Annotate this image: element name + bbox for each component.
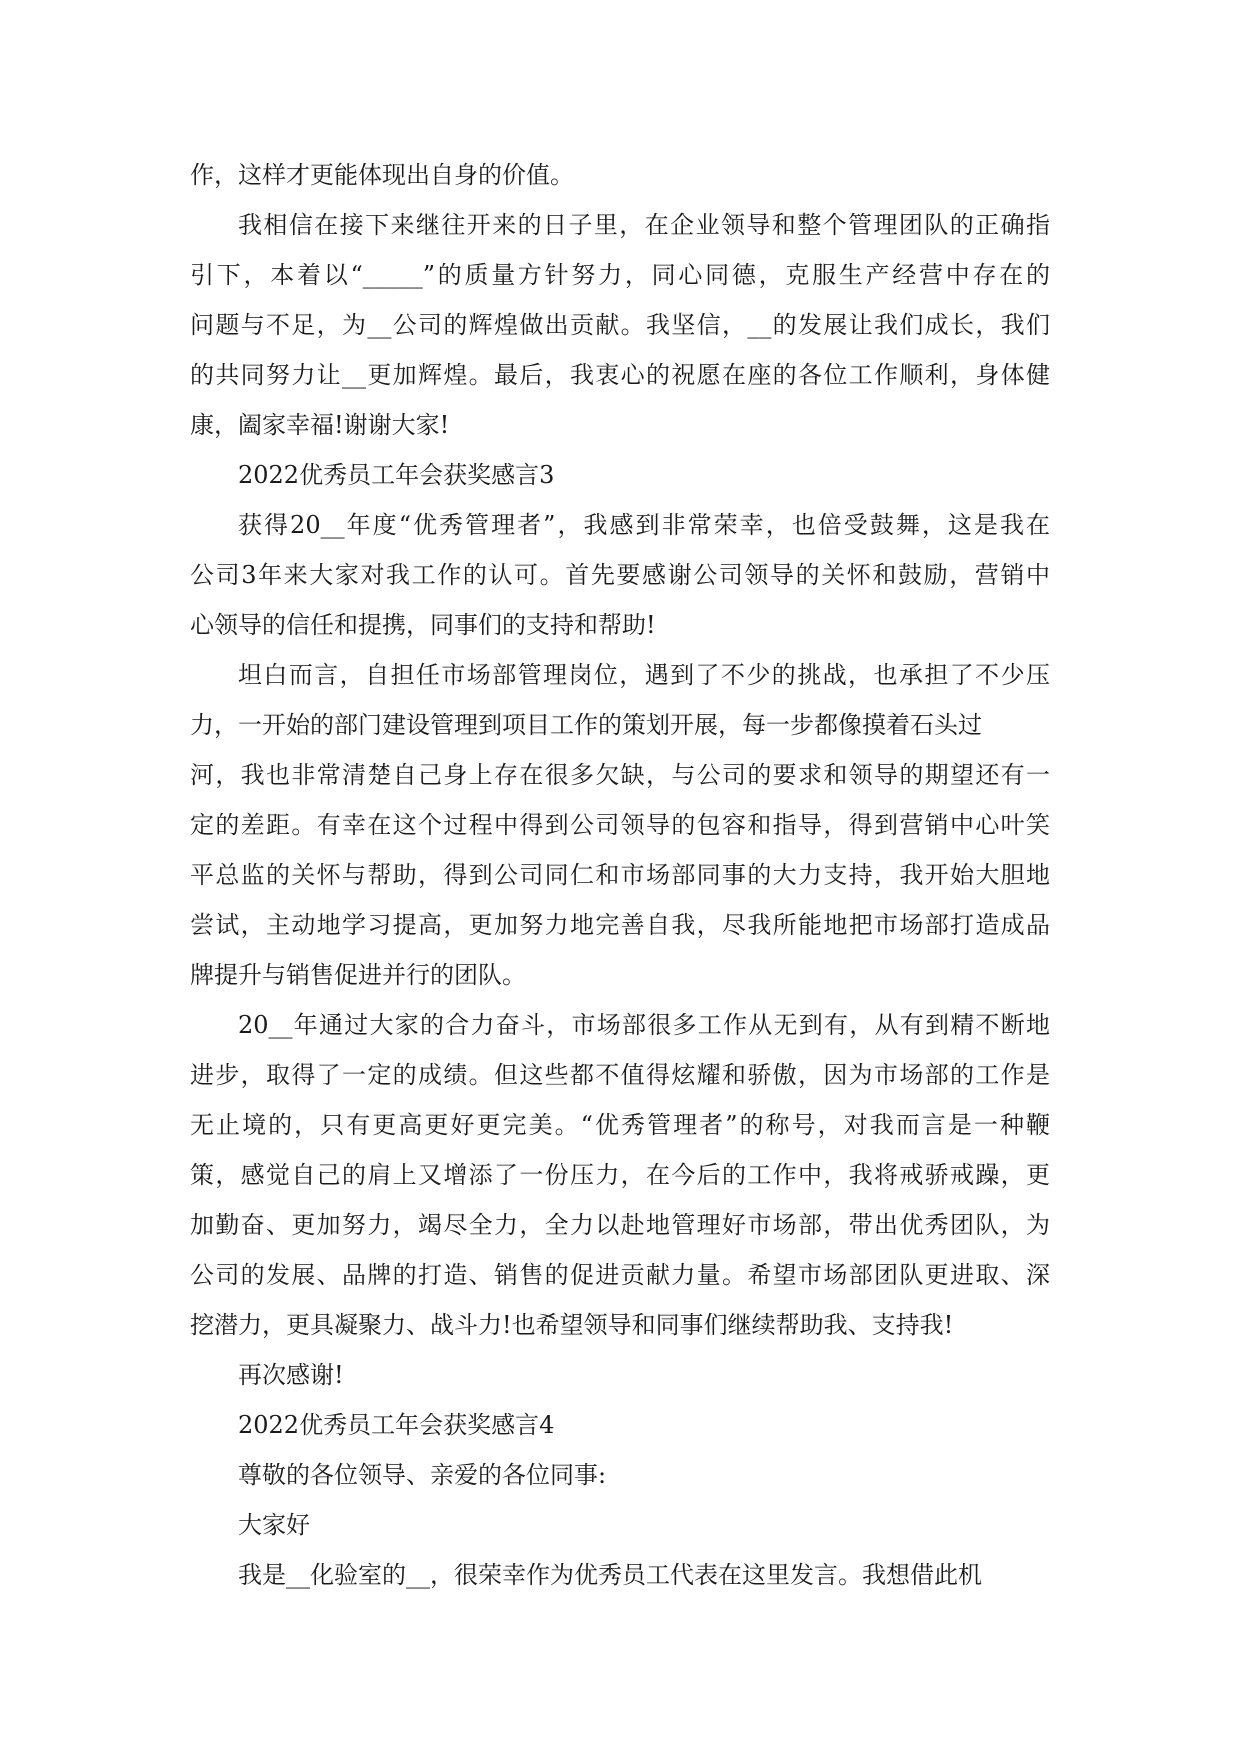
text-line: 我是__化验室的__，很荣幸作为优秀员工代表在这里发言。我想借此机 xyxy=(238,1561,982,1589)
text-line: 力，一开始的部门建设管理到项目工作的策划开展，每一步都像摸着石头过 xyxy=(190,711,982,739)
text-line: 尝试，主动地学习提高，更加努力地完善自我，尽我所能地把市场部打造成品 xyxy=(190,911,1050,939)
text-line: 定的差距。有幸在这个过程中得到公司领导的包容和指导，得到营销中心叶笑 xyxy=(190,811,1050,839)
text-line: 康，阖家幸福!谢谢大家! xyxy=(190,411,450,439)
text-line: 我相信在接下来继往开来的日子里，在企业领导和整个管理团队的正确指 xyxy=(238,211,1050,239)
text-line: 公司3年来大家对我工作的认可。首先要感谢公司领导的关怀和鼓励，营销中 xyxy=(190,561,1050,589)
text-line: 2022优秀员工年会获奖感言3 xyxy=(238,461,555,489)
text-line: 坦白而言，自担任市场部管理岗位，遇到了不少的挑战，也承担了不少压 xyxy=(238,661,1050,689)
text-line: 获得20__年度“优秀管理者”，我感到非常荣幸，也倍受鼓舞，这是我在 xyxy=(238,511,1050,539)
text-line: 再次感谢! xyxy=(238,1361,344,1389)
text-line: 的共同努力让__更加辉煌。最后，我衷心的祝愿在座的各位工作顺利，身体健 xyxy=(190,361,1050,389)
text-line: 公司的发展、品牌的打造、销售的促进贡献力量。希望市场部团队更进取、深 xyxy=(190,1261,1050,1289)
text-line: 平总监的关怀与帮助，得到公司同仁和市场部同事的大力支持，我开始大胆地 xyxy=(190,861,1050,889)
text-line: 无止境的，只有更高更好更完美。“优秀管理者”的称号，对我而言是一种鞭 xyxy=(190,1111,1050,1139)
text-line: 牌提升与销售促进并行的团队。 xyxy=(190,961,526,989)
text-line: 加勤奋、更加努力，竭尽全力，全力以赴地管理好市场部，带出优秀团队，为 xyxy=(190,1211,1050,1239)
text-line: 进步，取得了一定的成绩。但这些都不值得炫耀和骄傲，因为市场部的工作是 xyxy=(190,1061,1050,1089)
document-body xyxy=(190,150,1050,1600)
text-line: 策，感觉自己的肩上又增添了一份压力，在今后的工作中，我将戒骄戒躁，更 xyxy=(190,1161,1050,1189)
text-line: 作，这样才更能体现出自身的价值。 xyxy=(190,161,574,189)
text-line: 河，我也非常清楚自己身上存在很多欠缺，与公司的要求和领导的期望还有一 xyxy=(190,761,1050,789)
text-line: 20__年通过大家的合力奋斗，市场部很多工作从无到有，从有到精不断地 xyxy=(238,1011,1050,1039)
text-line: 引下，本着以“_____”的质量方针努力，同心同德，克服生产经营中存在的 xyxy=(190,261,1050,289)
text-line: 心领导的信任和提携，同事们的支持和帮助! xyxy=(190,611,656,639)
text-line: 尊敬的各位领导、亲爱的各位同事: xyxy=(238,1461,607,1489)
text-line: 大家好 xyxy=(238,1511,310,1539)
text-line: 2022优秀员工年会获奖感言4 xyxy=(238,1411,555,1439)
text-line: 挖潜力，更具凝聚力、战斗力!也希望领导和同事们继续帮助我、支持我! xyxy=(190,1311,954,1339)
text-line: 问题与不足，为__公司的辉煌做出贡献。我坚信，__的发展让我们成长，我们 xyxy=(190,311,1050,339)
